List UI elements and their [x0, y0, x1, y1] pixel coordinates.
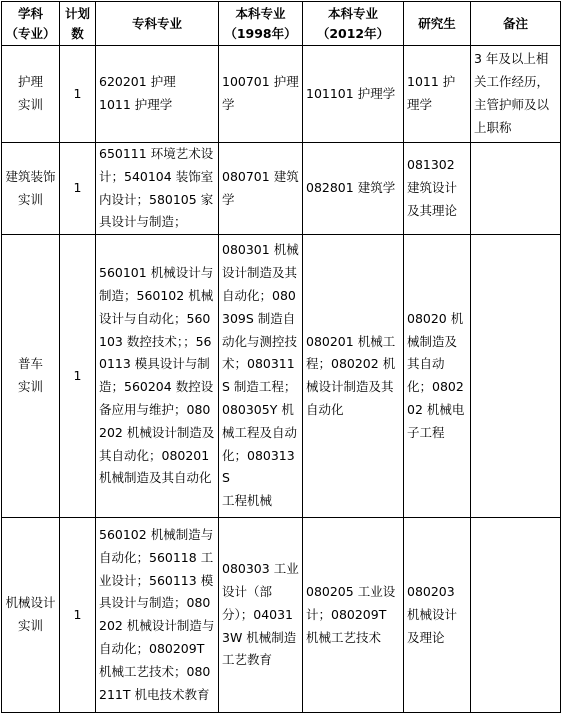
- cell-graduate: 080203 机械设计及理论: [404, 518, 471, 713]
- cell-bachelor-1998: 100701 护理学: [219, 46, 303, 143]
- table-row: [2, 46, 561, 143]
- header-remark: 备注: [471, 2, 561, 46]
- cell-junior-college: 620201 护理 1011 护理学: [96, 46, 219, 143]
- cell-bachelor-1998: 080303 工业设计（部分）；040313W 机械制造工艺教育: [219, 518, 303, 713]
- cell-junior-college: 560101 机械设计与制造；560102 机械设计与自动化；560103 数控技术；；560113 模具设计与制造；560204 数控设备应用与维护；080202 机械设计制造及其自动化；080201 机械制造及其自动化: [96, 235, 219, 518]
- header-junior-college: 专科专业: [96, 2, 219, 46]
- header-subject: 学科 （专业）: [2, 2, 60, 46]
- cell-subject: 建筑装饰实训: [2, 143, 60, 235]
- cell-subject: 护理 实训: [2, 46, 60, 143]
- majors-table: [1, 1, 561, 713]
- cell-remark: [471, 235, 561, 518]
- cell-junior-college: 560102 机械制造与自动化；560118 工业设计；560113 模具设计与制造；080202 机械设计制造与自动化；080209T 机械工艺技术；080211T 机电技术教育: [96, 518, 219, 713]
- header-count: 计划 数: [60, 2, 96, 46]
- cell-remark: [471, 518, 561, 713]
- cell-remark: 3 年及以上相关工作经历，主管护师及以上职称: [471, 46, 561, 143]
- cell-count: 1: [60, 518, 96, 713]
- cell-bachelor-2012: 080205 工业设计；080209T 机械工艺技术: [303, 518, 404, 713]
- table-row: [2, 235, 561, 518]
- cell-junior-college: 650111 环境艺术设计；540104 装饰室内设计；580105 家具设计与制造；: [96, 143, 219, 235]
- header-bachelor-2012: 本科专业 （2012年）: [303, 2, 404, 46]
- cell-graduate: 08020 机械制造及其自动化；080202 机械电子工程: [404, 235, 471, 518]
- cell-remark: [471, 143, 561, 235]
- cell-subject: 普车 实训: [2, 235, 60, 518]
- cell-count: 1: [60, 143, 96, 235]
- cell-graduate: 1011 护理学: [404, 46, 471, 143]
- header-row: [2, 2, 561, 46]
- cell-bachelor-2012: 101101 护理学: [303, 46, 404, 143]
- cell-bachelor-1998: 080301 机械设计制造及其自动化；080309S 制造自动化与测控技术；080311S 制造工程；080305Y 机械工程及自动化；080313S 工程机械: [219, 235, 303, 518]
- header-graduate: 研究生: [404, 2, 471, 46]
- cell-graduate: 081302 建筑设计及其理论: [404, 143, 471, 235]
- cell-bachelor-2012: 082801 建筑学: [303, 143, 404, 235]
- cell-subject: 机械设计实训: [2, 518, 60, 713]
- table-row: [2, 143, 561, 235]
- cell-bachelor-2012: 080201 机械工程；080202 机械设计制造及其自动化: [303, 235, 404, 518]
- cell-bachelor-1998: 080701 建筑学: [219, 143, 303, 235]
- header-bachelor-1998: 本科专业 （1998年）: [219, 2, 303, 46]
- cell-count: 1: [60, 46, 96, 143]
- cell-count: 1: [60, 235, 96, 518]
- table-row: [2, 518, 561, 713]
